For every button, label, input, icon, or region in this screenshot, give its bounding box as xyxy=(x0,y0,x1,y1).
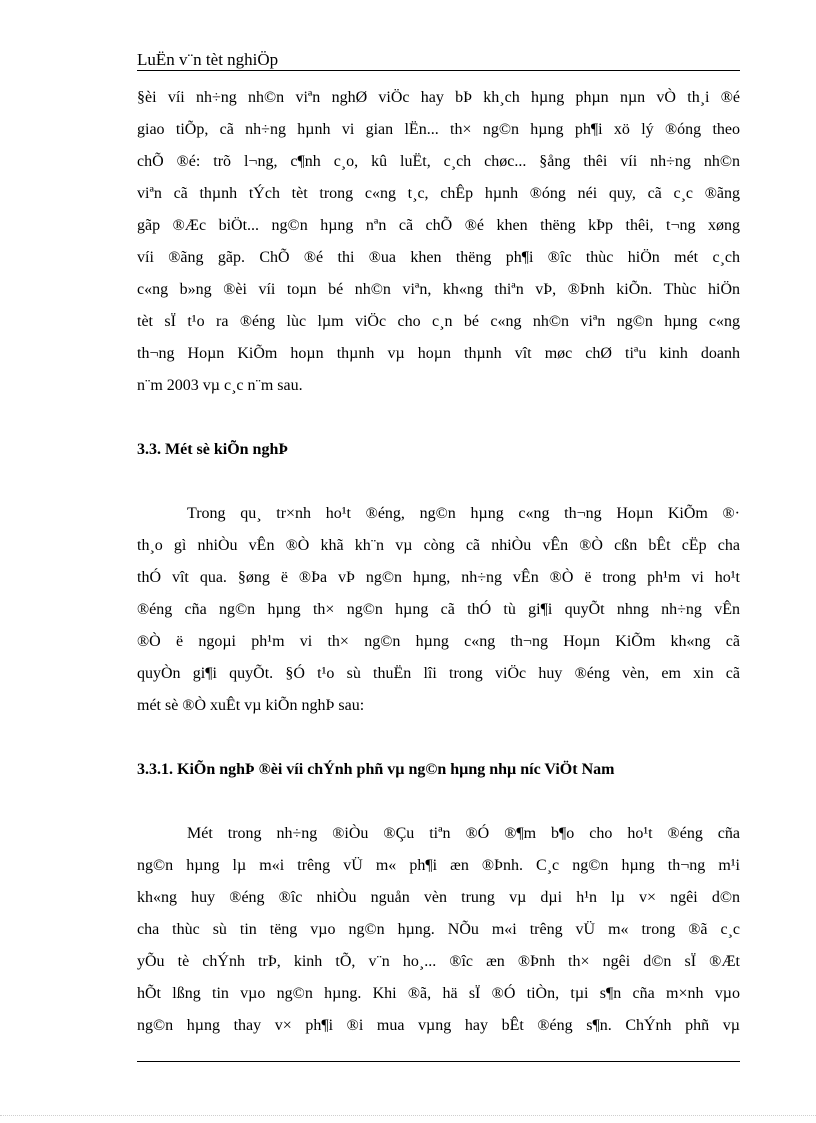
spacer xyxy=(137,402,740,434)
text-line: gãp ®Æc biÖt... ng©n hµng nªn cã chÕ ®é khen thëng kÞp thêi, t¬ng xøng xyxy=(137,217,740,234)
paragraph-staff-discipline xyxy=(137,82,740,402)
text-line: quyÒn gi¶i quyÕt. §Ó t¹o sù thuËn lîi trong viÖc huy ®éng vèn, em xin cã xyxy=(137,665,740,682)
section-heading-3-3: 3.3. Mét sè kiÕn nghÞ xyxy=(137,441,289,458)
text-line: c«ng b»ng ®èi víi toµn bé nh©n viªn, kh«ng thiªn vÞ, ®Þnh kiÕn. Thùc hiÖn xyxy=(137,281,740,298)
text-line: mét sè ®Ò xuÊt vµ kiÕn nghÞ sau: xyxy=(137,697,365,714)
text-line: Trong qu¸ tr×nh ho¹t ®éng, ng©n hµng c«ng th¬ng Hoµn KiÕm ®· xyxy=(187,505,740,522)
text-line: ®éng cña ng©n hµng th× ng©n hµng cã thÓ tù gi¶i quyÕt nhng nh÷ng vÊn xyxy=(137,601,740,618)
text-line: §èi víi nh÷ng nh©n viªn nghØ viÖc hay bÞ kh¸ch hµng phµn nµn vÒ th¸i ®é xyxy=(137,89,740,106)
page-header-title: LuËn v¨n tèt nghiÖp xyxy=(137,50,279,69)
footer-divider xyxy=(137,1061,740,1062)
text-line: n¨m 2003 vµ c¸c n¨m sau. xyxy=(137,377,303,394)
spacer xyxy=(137,786,740,818)
spacer xyxy=(137,466,740,498)
text-line: th¸o gì nhiÒu vÊn ®Ò khã kh¨n vµ còng cã nhiÒu vÊn ®Ò cßn bÊt cËp cha xyxy=(137,537,740,554)
document-body xyxy=(137,82,740,1042)
text-line: yÕu tè chÝnh trÞ, kinh tÕ, v¨n ho¸... ®îc æn ®Þnh th× ngêi d©n sÏ ®Æt xyxy=(137,953,740,970)
text-line: Mét trong nh÷ng ®iÒu ®Çu tiªn ®Ó ®¶m b¶o cho ho¹t ®éng cña xyxy=(187,825,740,842)
text-line: viªn cã thµnh tÝch tèt trong c«ng t¸c, chÊp hµnh ®óng néi quy, cã c¸c ®ãng xyxy=(137,185,740,202)
text-line: hÕt lßng tin vµo ng©n hµng. Khi ®ã, hä sÏ ®Ó tiÒn, tµi s¶n cña m×nh vµo xyxy=(137,985,740,1002)
section-heading-3-3-1: 3.3.1. KiÕn nghÞ ®èi víi chÝnh phñ vµ ng©n hµng nhµ níc ViÖt Nam xyxy=(137,761,615,778)
spacer xyxy=(137,722,740,754)
text-line: víi ®ãng gãp. ChÕ ®é thi ®ua khen thëng ph¶i ®îc thùc hiÖn mét c¸ch xyxy=(137,249,740,266)
text-line: ng©n hµng lµ m«i trêng vÜ m« ph¶i æn ®Þnh. C¸c ng©n hµng th¬ng m¹i xyxy=(137,857,740,874)
text-line: th¬ng Hoµn KiÕm hoµn thµnh vµ hoµn thµnh vît møc chØ tiªu kinh doanh xyxy=(137,345,740,362)
header-divider xyxy=(137,70,740,71)
text-line: cha thùc sù tin tëng vµo ng©n hµng. NÕu m«i trêng vÜ m« trong ®ã c¸c xyxy=(137,921,740,938)
page-bottom-edge xyxy=(0,1115,816,1116)
paragraph-recommendations-intro xyxy=(137,498,740,722)
text-line: thÓ vît qua. §øng ë ®Þa vÞ ng©n hµng, nh÷ng vÊn ®Ò ë trong ph¹m vi ho¹t xyxy=(137,569,740,586)
paragraph-macro-environment xyxy=(137,818,740,1042)
text-line: kh«ng huy ®éng ®îc nhiÒu nguån vèn trung vµ dµi h¹n lµ v× ngêi d©n xyxy=(137,889,740,906)
text-line: chÕ ®é: trõ l¬ng, c¶nh c¸o, kû luËt, c¸ch chøc... §ång thêi víi nh÷ng nh©n xyxy=(137,153,740,170)
text-line: tèt sÏ t¹o ra ®éng lùc lµm viÖc cho c¸n bé c«ng nh©n viªn ng©n hµng c«ng xyxy=(137,313,740,330)
text-line: giao tiÕp, cã nh÷ng hµnh vi gian lËn... th× ng©n hµng ph¶i xö lý ®óng theo xyxy=(137,121,740,138)
text-line: ng©n hµng thay v× ph¶i ®i mua vµng hay bÊt ®éng s¶n. ChÝnh phñ vµ xyxy=(137,1017,740,1034)
text-line: ®Ò ë ngoµi ph¹m vi th× ng©n hµng c«ng th¬ng Hoµn KiÕm kh«ng cã xyxy=(137,633,740,650)
